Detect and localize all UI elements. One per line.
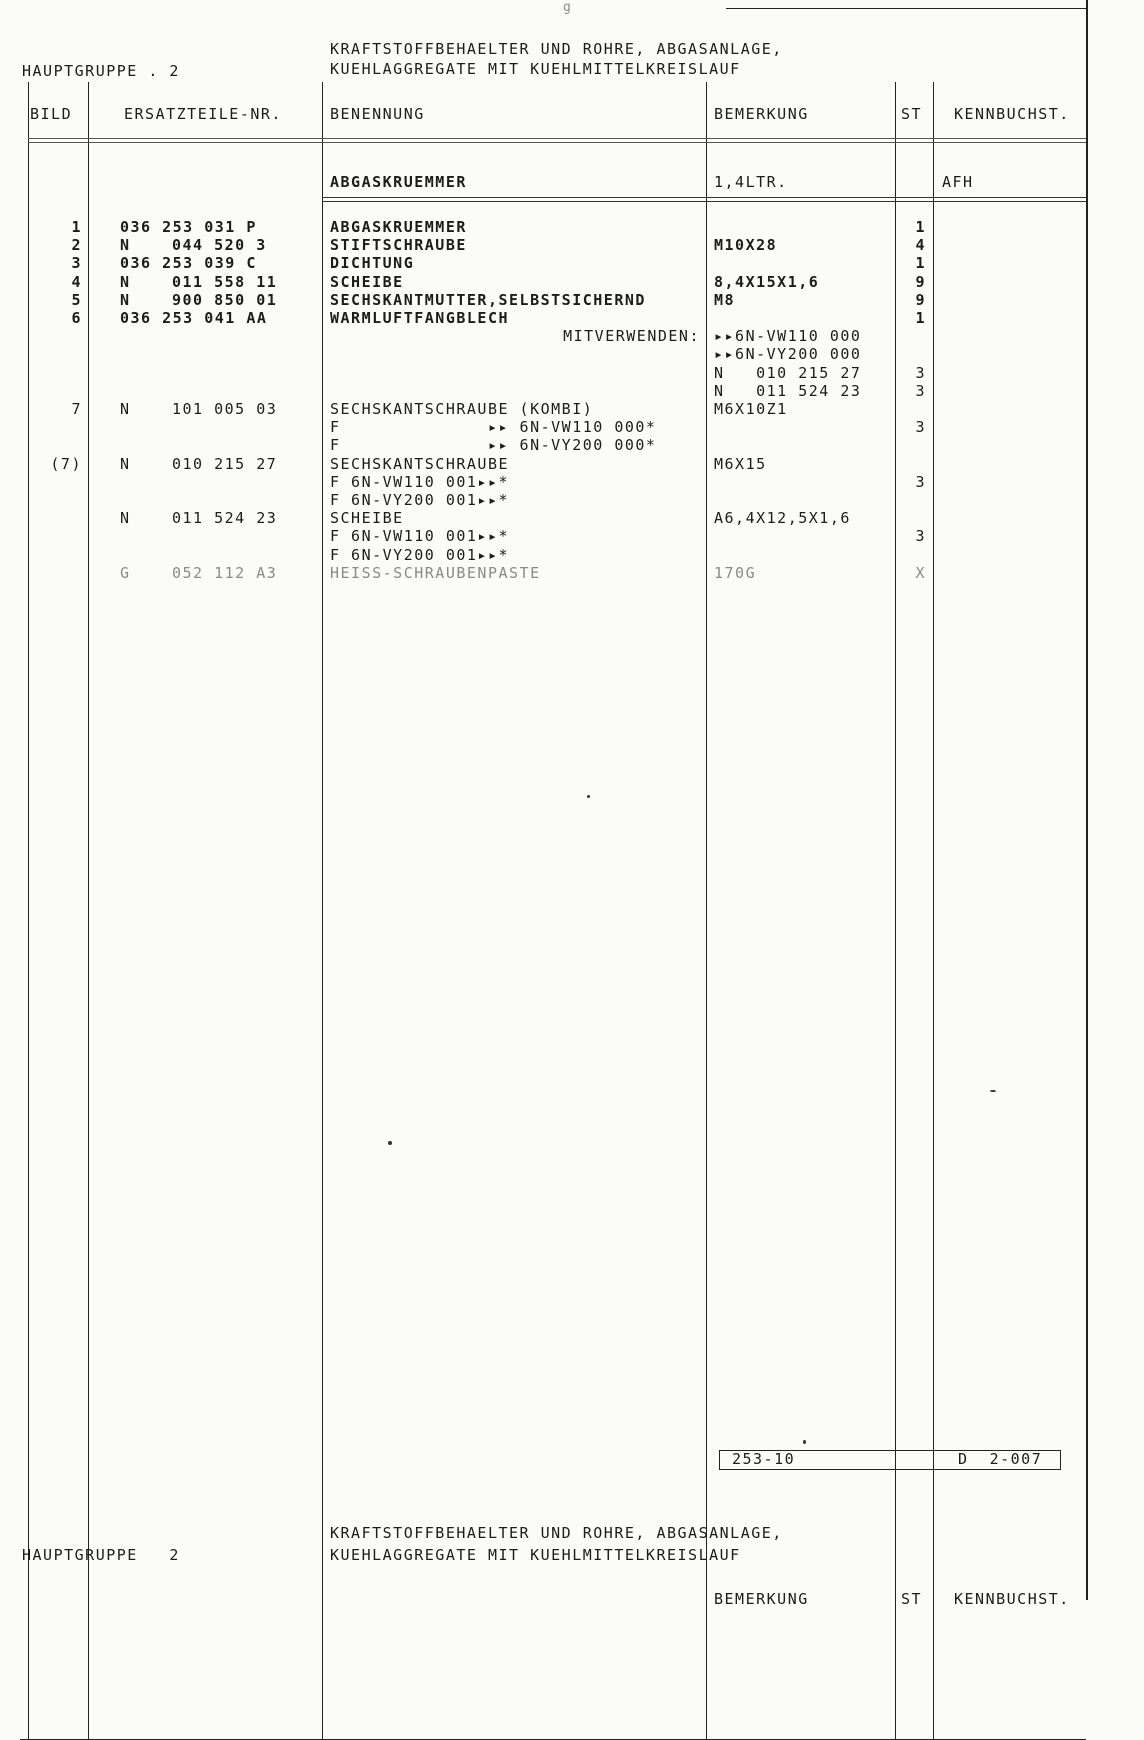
title-line-1: KRAFTSTOFFBEHAELTER UND ROHRE, ABGASANLAGE, <box>330 40 783 58</box>
cell-prefix: N <box>120 455 131 473</box>
col-divider-teil <box>322 82 323 1739</box>
next-col-divider-benennung <box>706 1568 707 1600</box>
cell-st: 9 <box>915 291 926 309</box>
cell-teil: 036 253 041 AA <box>120 309 268 327</box>
col-divider-left <box>28 82 29 1739</box>
cell-benennung: F ▸▸ 6N-VW110 000* <box>330 418 657 436</box>
cell-benennung: F 6N-VY200 001▸▸* <box>330 546 510 564</box>
cell-bemerkung: M8 <box>714 291 736 309</box>
cell-bemerkung: M6X15 <box>714 455 767 473</box>
cell-benennung: ABGASKRUEMMER <box>330 218 467 236</box>
cell-st: 3 <box>915 382 926 400</box>
cell-st: 4 <box>915 236 926 254</box>
cell-teil: 036 253 039 C <box>120 254 257 272</box>
cell-st: 3 <box>915 418 926 436</box>
cell-bild: 1 <box>71 218 82 236</box>
title-line-2: KUEHLAGGREGATE MIT KUEHLMITTELKREISLAUF <box>330 60 741 78</box>
cell-prefix: N <box>120 291 131 309</box>
cell-benennung: SECHSKANTSCHRAUBE <box>330 455 510 473</box>
next-col-header-st: ST <box>901 1590 923 1608</box>
section-kennbuchst: AFH <box>942 173 974 191</box>
cell-benennung: STIFTSCHRAUBE <box>330 236 467 254</box>
scan-speck <box>990 1090 996 1092</box>
cell-teil: 010 215 27 <box>172 455 278 473</box>
cell-bild: 5 <box>71 291 82 309</box>
col-header-st: ST <box>901 105 923 123</box>
cell-benennung: SECHSKANTMUTTER,SELBSTSICHERND <box>330 291 646 309</box>
cell-st: 1 <box>915 309 926 327</box>
cell-st: 3 <box>915 527 926 545</box>
cell-benennung: F 6N-VY200 001▸▸* <box>330 491 510 509</box>
cell-st: X <box>915 564 926 582</box>
scan-speck <box>587 795 590 798</box>
cell-teil: 011 524 23 <box>172 509 278 527</box>
right-page-border <box>1086 0 1088 1600</box>
next-title-line-1: KRAFTSTOFFBEHAELTER UND ROHRE, ABGASANLAGE, <box>330 1524 783 1542</box>
cell-st: 3 <box>915 473 926 491</box>
cell-teil: 011 558 11 <box>172 273 278 291</box>
section-double-rule <box>322 197 1086 202</box>
next-col-divider-teil <box>322 1568 323 1600</box>
cell-prefix: N <box>120 236 131 254</box>
col-header-benennung: BENENNUNG <box>330 105 425 123</box>
next-col-divider-left <box>28 1568 29 1600</box>
cell-st: 1 <box>915 254 926 272</box>
cell-prefix: G <box>120 564 131 582</box>
cell-benennung: DICHTUNG <box>330 254 415 272</box>
next-col-divider-bild <box>88 1568 89 1600</box>
col-divider-benennung <box>706 82 707 1739</box>
next-col-divider-bemerkung <box>895 1568 896 1600</box>
cell-teil: 900 850 01 <box>172 291 278 309</box>
section-benennung: ABGASKRUEMMER <box>330 173 467 191</box>
cell-bemerkung: M6X10Z1 <box>714 400 788 418</box>
cell-benennung: SCHEIBE <box>330 509 404 527</box>
scan-speck <box>803 1440 806 1444</box>
cell-benennung: SCHEIBE <box>330 273 404 291</box>
col-header-kennbuchst: KENNBUCHST. <box>954 105 1070 123</box>
cell-bild: 3 <box>71 254 82 272</box>
cell-prefix: N <box>120 400 131 418</box>
next-title-line-2: KUEHLAGGREGATE MIT KUEHLMITTELKREISLAUF <box>330 1546 741 1564</box>
cell-bemerkung: ▸▸6N-VW110 000 <box>714 327 862 345</box>
cell-bild: 2 <box>71 236 82 254</box>
next-group-label: HAUPTGRUPPE 2 <box>22 1546 180 1564</box>
cell-st: 1 <box>915 218 926 236</box>
cell-bild: (7) <box>50 455 82 473</box>
cell-bemerkung: 8,4X15X1,6 <box>714 273 820 291</box>
col-header-bild: BILD <box>30 105 73 123</box>
cell-benennung: HEISS-SCHRAUBENPASTE <box>330 564 541 582</box>
cell-bild: 4 <box>71 273 82 291</box>
next-col-header-kennbuchst: KENNBUCHST. <box>954 1590 1070 1608</box>
cell-bemerkung: M10X28 <box>714 236 778 254</box>
header-double-rule <box>28 138 1086 143</box>
cell-bild: 7 <box>71 400 82 418</box>
cell-benennung: SECHSKANTSCHRAUBE (KOMBI) <box>330 400 594 418</box>
cell-benennung: F ▸▸ 6N-VY200 000* <box>330 436 657 454</box>
col-header-ersatzteile: ERSATZTEILE-NR. <box>124 105 282 123</box>
cell-benennung: WARMLUFTFANGBLECH <box>330 309 510 327</box>
next-col-divider-st <box>933 1568 934 1600</box>
cell-teil: 036 253 031 P <box>120 218 257 236</box>
cell-benennung: F 6N-VW110 001▸▸* <box>330 473 510 491</box>
cell-benennung: F 6N-VW110 001▸▸* <box>330 527 510 545</box>
group-label: HAUPTGRUPPE . 2 <box>22 62 180 80</box>
cell-st: 9 <box>915 273 926 291</box>
cell-prefix: N <box>120 509 131 527</box>
cell-prefix: N <box>120 273 131 291</box>
col-header-bemerkung: BEMERKUNG <box>714 105 809 123</box>
col-divider-st <box>933 82 934 1739</box>
cell-bemerkung: 170G <box>714 564 757 582</box>
section-bemerkung: 1,4LTR. <box>714 173 788 191</box>
cell-benennung: MITVERWENDEN: <box>563 327 700 345</box>
cell-teil: 052 112 A3 <box>172 564 278 582</box>
cell-bemerkung: N 011 524 23 <box>714 382 862 400</box>
cell-bemerkung: N 010 215 27 <box>714 364 862 382</box>
scan-speck <box>388 1141 392 1145</box>
cell-bild: 6 <box>71 309 82 327</box>
footer-page-ref: 253-10 <box>732 1450 796 1468</box>
footer-page-code: D 2-007 <box>958 1450 1043 1468</box>
cell-bemerkung: ▸▸6N-VY200 000 <box>714 345 862 363</box>
page-marker: g <box>563 0 573 15</box>
col-divider-bild <box>88 82 89 1739</box>
col-divider-bemerkung <box>895 82 896 1739</box>
top-cut-box-edge <box>726 8 1086 9</box>
cell-st: 3 <box>915 364 926 382</box>
cell-teil: 044 520 3 <box>172 236 267 254</box>
next-col-header-bemerkung: BEMERKUNG <box>714 1590 809 1608</box>
cell-bemerkung: A6,4X12,5X1,6 <box>714 509 851 527</box>
cell-teil: 101 005 03 <box>172 400 278 418</box>
